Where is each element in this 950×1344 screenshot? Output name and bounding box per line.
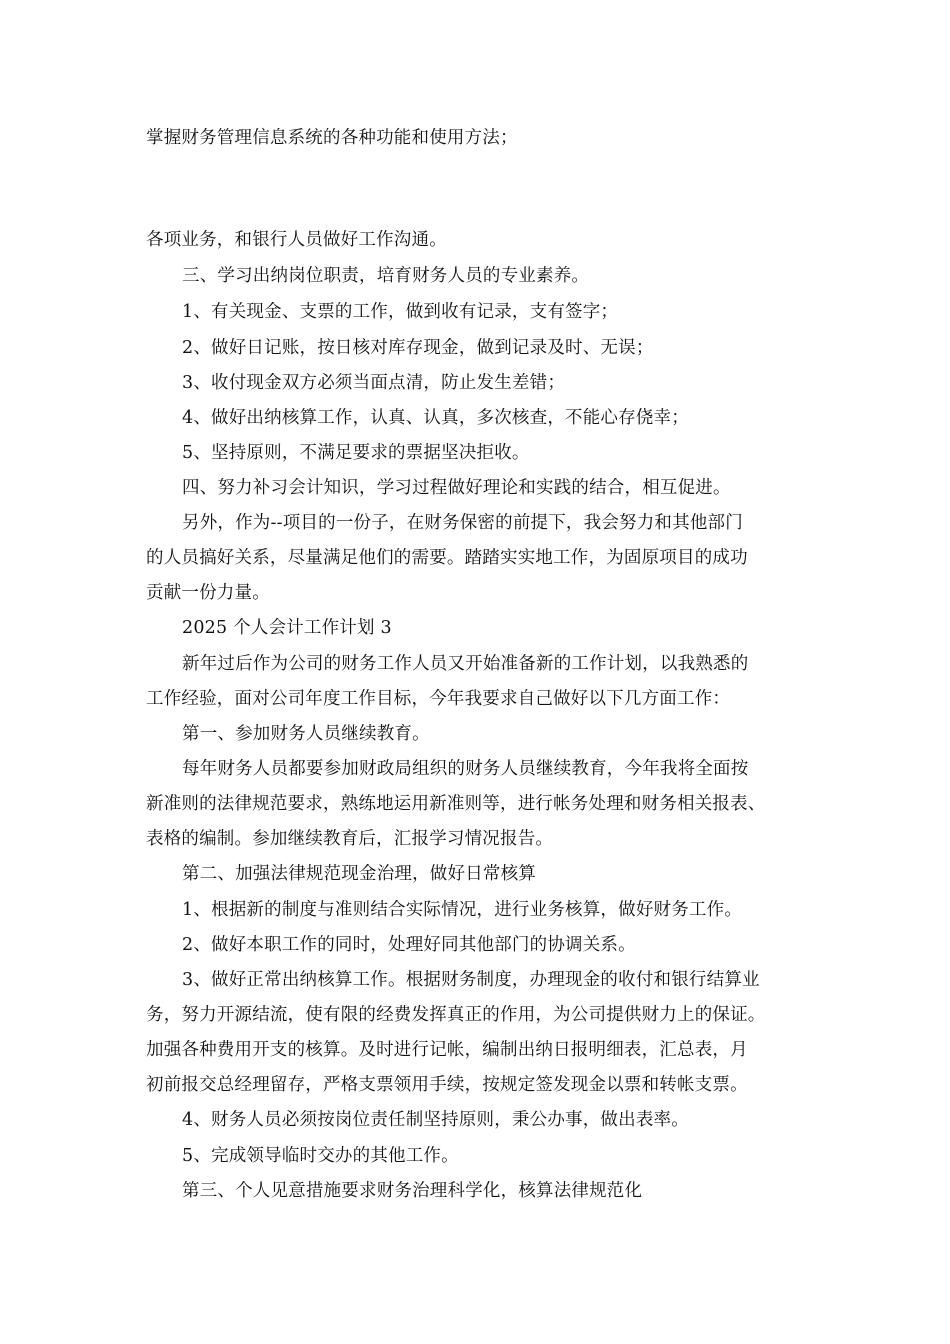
list-item: 5、完成领导临时交办的其他工作。 [182, 1146, 459, 1166]
paragraph-line: 务，努力开源结流，使有限的经费发挥真正的作用，为公司提供财力上的保证。 [146, 1005, 766, 1025]
list-item: 3、收付现金双方必须当面点清，防止发生差错； [182, 373, 566, 393]
list-item: 1、根据新的制度与准则结合实际情况，进行业务核算，做好财务工作。 [182, 900, 743, 920]
list-item: 3、做好正常出纳核算工作。根据财务制度，办理现金的收付和银行结算业 [182, 970, 760, 990]
list-item: 1、有关现金、支票的工作，做到收有记录，支有签字； [182, 302, 619, 322]
section-heading: 三、学习出纳岗位职责，培育财务人员的专业素养。 [182, 266, 590, 286]
plan-title: 2025 个人会计工作计划 3 [182, 618, 392, 638]
paragraph-line: 表格的编制。参加继续教育后，汇报学习情况报告。 [146, 829, 554, 849]
list-item: 4、做好出纳核算工作，认真、认真，多次核查，不能心存侥幸； [182, 408, 689, 428]
text-line: 各项业务，和银行人员做好工作沟通。 [146, 230, 447, 250]
section-heading: 第三、个人见意措施要求财务治理科学化，核算法律规范化 [182, 1181, 643, 1201]
text-line: 掌握财务管理信息系统的各种功能和使用方法； [146, 128, 518, 148]
paragraph-line: 每年财务人员都要参加财政局组织的财务人员继续教育，今年我将全面按 [182, 759, 749, 779]
paragraph-line: 初前报交总经理留存，严格支票领用手续，按规定签发现金以票和转帐支票。 [146, 1075, 748, 1095]
paragraph-line: 新年过后作为公司的财务工作人员又开始准备新的工作计划，以我熟悉的 [182, 654, 749, 674]
paragraph-line: 新准则的法律规范要求，熟练地运用新准则等，进行帐务处理和财务相关报表、 [146, 794, 766, 814]
list-item: 5、坚持原则，不满足要求的票据坚决拒收。 [182, 443, 530, 463]
paragraph-line: 另外，作为--项目的一份子，在财务保密的前提下，我会努力和其他部门 [182, 513, 743, 533]
paragraph-line: 贡献一份力量。 [146, 583, 270, 603]
section-heading: 四、努力补习会计知识，学习过程做好理论和实践的结合，相互促进。 [182, 478, 731, 498]
paragraph-line: 的人员搞好关系，尽量满足他们的需要。踏踏实实地工作，为固原项目的成功 [146, 548, 748, 568]
list-item: 2、做好日记账，按日核对库存现金，做到记录及时、无误； [182, 338, 654, 358]
list-item: 2、做好本职工作的同时，处理好同其他部门的协调关系。 [182, 935, 636, 955]
section-heading: 第二、加强法律规范现金治理，做好日常核算 [182, 864, 536, 884]
list-item: 4、财务人员必须按岗位责任制坚持原则，秉公办事，做出表率。 [182, 1110, 689, 1130]
paragraph-line: 加强各种费用开支的核算。及时进行记帐，编制出纳日报明细表，汇总表，月 [146, 1040, 748, 1060]
section-heading: 第一、参加财务人员继续教育。 [182, 724, 430, 744]
paragraph-line: 工作经验，面对公司年度工作目标，今年我要求自己做好以下几方面工作： [146, 689, 731, 709]
